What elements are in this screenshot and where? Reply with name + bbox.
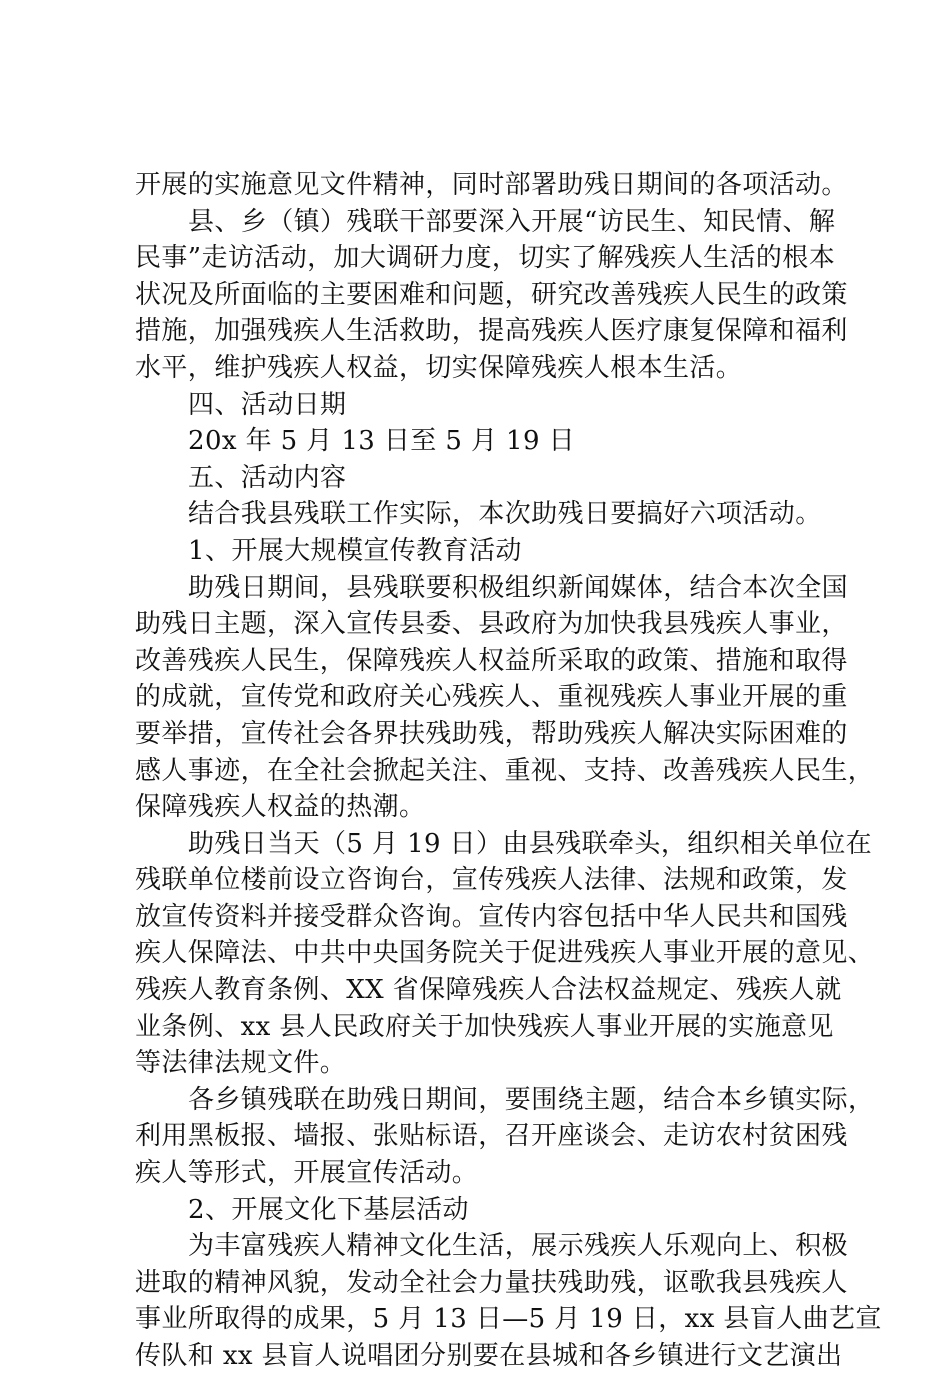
text-line: 县、乡（镇）残联干部要深入开展“访民生、知民情、解 (188, 206, 836, 237)
text-line: 20x 年 5 月 13 日至 5 月 19 日 (188, 426, 575, 457)
text-line: 的成就，宣传党和政府关心残疾人、重视残疾人事业开展的重 (135, 682, 848, 713)
text-line: 措施，加强残疾人生活救助，提高残疾人医疗康复保障和福利 (135, 316, 848, 347)
text-line: 助残日期间，县残联要积极组织新闻媒体，结合本次全国 (188, 572, 849, 603)
text-line: 要举措，宣传社会各界扶残助残，帮助残疾人解决实际困难的 (135, 718, 848, 749)
text-line: 开展的实施意见文件精神，同时部署助残日期间的各项活动。 (135, 170, 848, 200)
text-line: 事业所取得的成果，5 月 13 日—5 月 19 日，xx 县盲人曲艺宣 (135, 1304, 882, 1335)
text-line: 结合我县残联工作实际，本次助残日要搞好六项活动。 (188, 499, 822, 530)
text-line: 水平，维护残疾人权益，切实保障残疾人根本生活。 (135, 352, 743, 383)
text-line: 各乡镇残联在助残日期间，要围绕主题，结合本乡镇实际， (188, 1084, 875, 1115)
text-line: 残联单位楼前设立咨询台，宣传残疾人法律、法规和政策，发 (135, 865, 848, 896)
text-line: 助残日主题，深入宣传县委、县政府为加快我县残疾人事业， (135, 609, 848, 640)
text-line: 状况及所面临的主要困难和问题，研究改善残疾人民生的政策 (135, 279, 848, 310)
text-line: 疾人保障法、中共中央国务院关于促进残疾人事业开展的意见、 (135, 938, 875, 969)
text-line: 改善残疾人民生，保障残疾人权益所采取的政策、措施和取得 (135, 645, 848, 676)
text-line: 残疾人教育条例、XX 省保障残疾人合法权益规定、残疾人就 (135, 975, 842, 1006)
text-line: 疾人等形式，开展宣传活动。 (135, 1158, 479, 1189)
text-line: 利用黑板报、墙报、张贴标语，召开座谈会、走访农村贫困残 (135, 1121, 848, 1152)
text-line: 四、活动日期 (188, 389, 347, 420)
text-line: 五、活动内容 (188, 462, 347, 493)
text-line: 为丰富残疾人精神文化生活，展示残疾人乐观向上、积极 (188, 1231, 849, 1262)
text-line: 民事”走访活动，加大调研力度，切实了解残疾人生活的根本 (135, 243, 836, 274)
text-line: 2、开展文化下基层活动 (188, 1194, 469, 1225)
text-line: 进取的精神风貌，发动全社会力量扶残助残，讴歌我县残疾人 (135, 1267, 848, 1298)
text-line: 助残日当天（5 月 19 日）由县残联牵头，组织相关单位在 (188, 828, 873, 859)
text-line: 1、开展大规模宣传教育活动 (188, 535, 522, 566)
text-line: 业条例、xx 县人民政府关于加快残疾人事业开展的实施意见 (135, 1011, 834, 1042)
text-line: 放宣传资料并接受群众咨询。宣传内容包括中华人民共和国残 (135, 901, 848, 932)
text-line: 等法律法规文件。 (135, 1048, 347, 1079)
text-line: 保障残疾人权益的热潮。 (135, 792, 426, 823)
document-body (135, 167, 882, 1375)
text-line: 传队和 xx 县盲人说唱团分别要在县城和各乡镇进行文艺演出 (135, 1341, 843, 1371)
text-line: 感人事迹，在全社会掀起关注、重视、支持、改善残疾人民生， (135, 755, 875, 786)
